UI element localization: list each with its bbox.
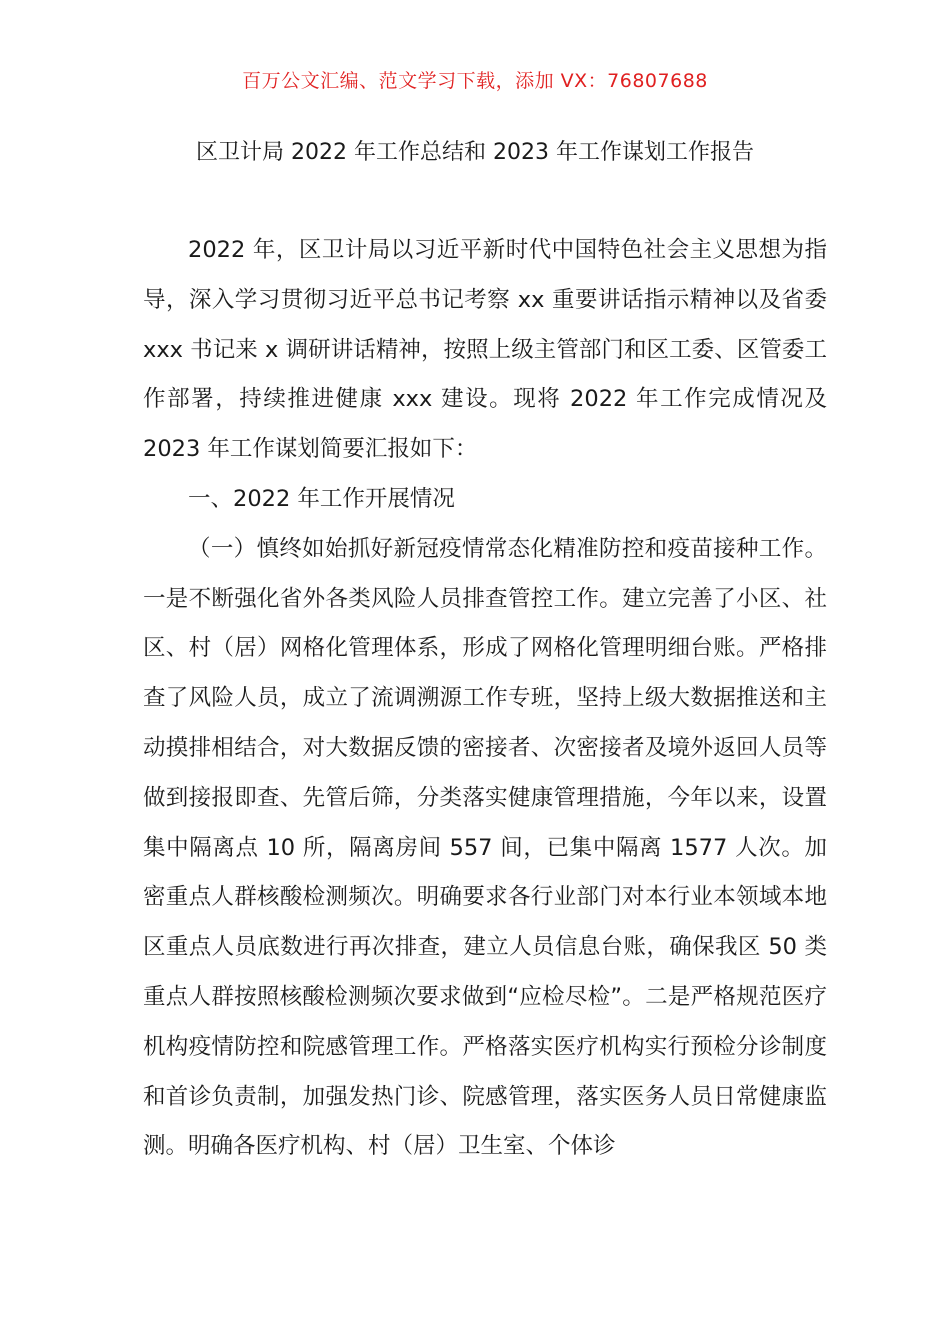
header-banner: 百万公文汇编、范文学习下载，添加 VX：76807688 <box>242 70 708 92</box>
paragraph-intro: 2022 年，区卫计局以习近平新时代中国特色社会主义思想为指导，深入学习贯彻习近平总书记考察 xx 重要讲话指示精神以及省委 xxx 书记来 x 调研讲话精神，按照上级主管部门和区工委、区管委工作部署，持续推进健康 xxx 建设。现将 2022 年工作完成情况及 2023 年工作谋划简要汇报如下： <box>143 237 827 463</box>
section-heading-1: 一、2022 年工作开展情况 <box>188 485 455 512</box>
document-body <box>143 226 827 1172</box>
paragraph-section-1-1: （一）慎终如始抓好新冠疫情常态化精准防控和疫苗接种工作。一是不断强化省外各类风险人员排查管控工作。建立完善了小区、社区、村（居）网格化管理体系，形成了网格化管理明细台账。严格排查了风险人员，成立了流调溯源工作专班，坚持上级大数据推送和主动摸排相结合，对大数据反馈的密接者、次密接者及境外返回人员等做到接报即查、先管后筛，分类落实健康管理措施，今年以来，设置集中隔离点 10 所，隔离房间 557 间，已集中隔离 1577 人次。加密重点人群核酸检测频次。明确要求各行业部门对本行业本领域本地区重点人员底数进行再次排查，建立人员信息台账，确保我区 50 类重点人群按照核酸检测频次要求做到“应检尽检”。二是严格规范医疗机构疫情防控和院感管理工作。严格落实医疗机构实行预检分诊制度和首诊负责制，加强发热门诊、院感管理，落实医务人员日常健康监测。明确各医疗机构、村（居）卫生室、个体诊 <box>143 535 827 1160</box>
document-title: 区卫计局 2022 年工作总结和 2023 年工作谋划工作报告 <box>196 140 754 165</box>
